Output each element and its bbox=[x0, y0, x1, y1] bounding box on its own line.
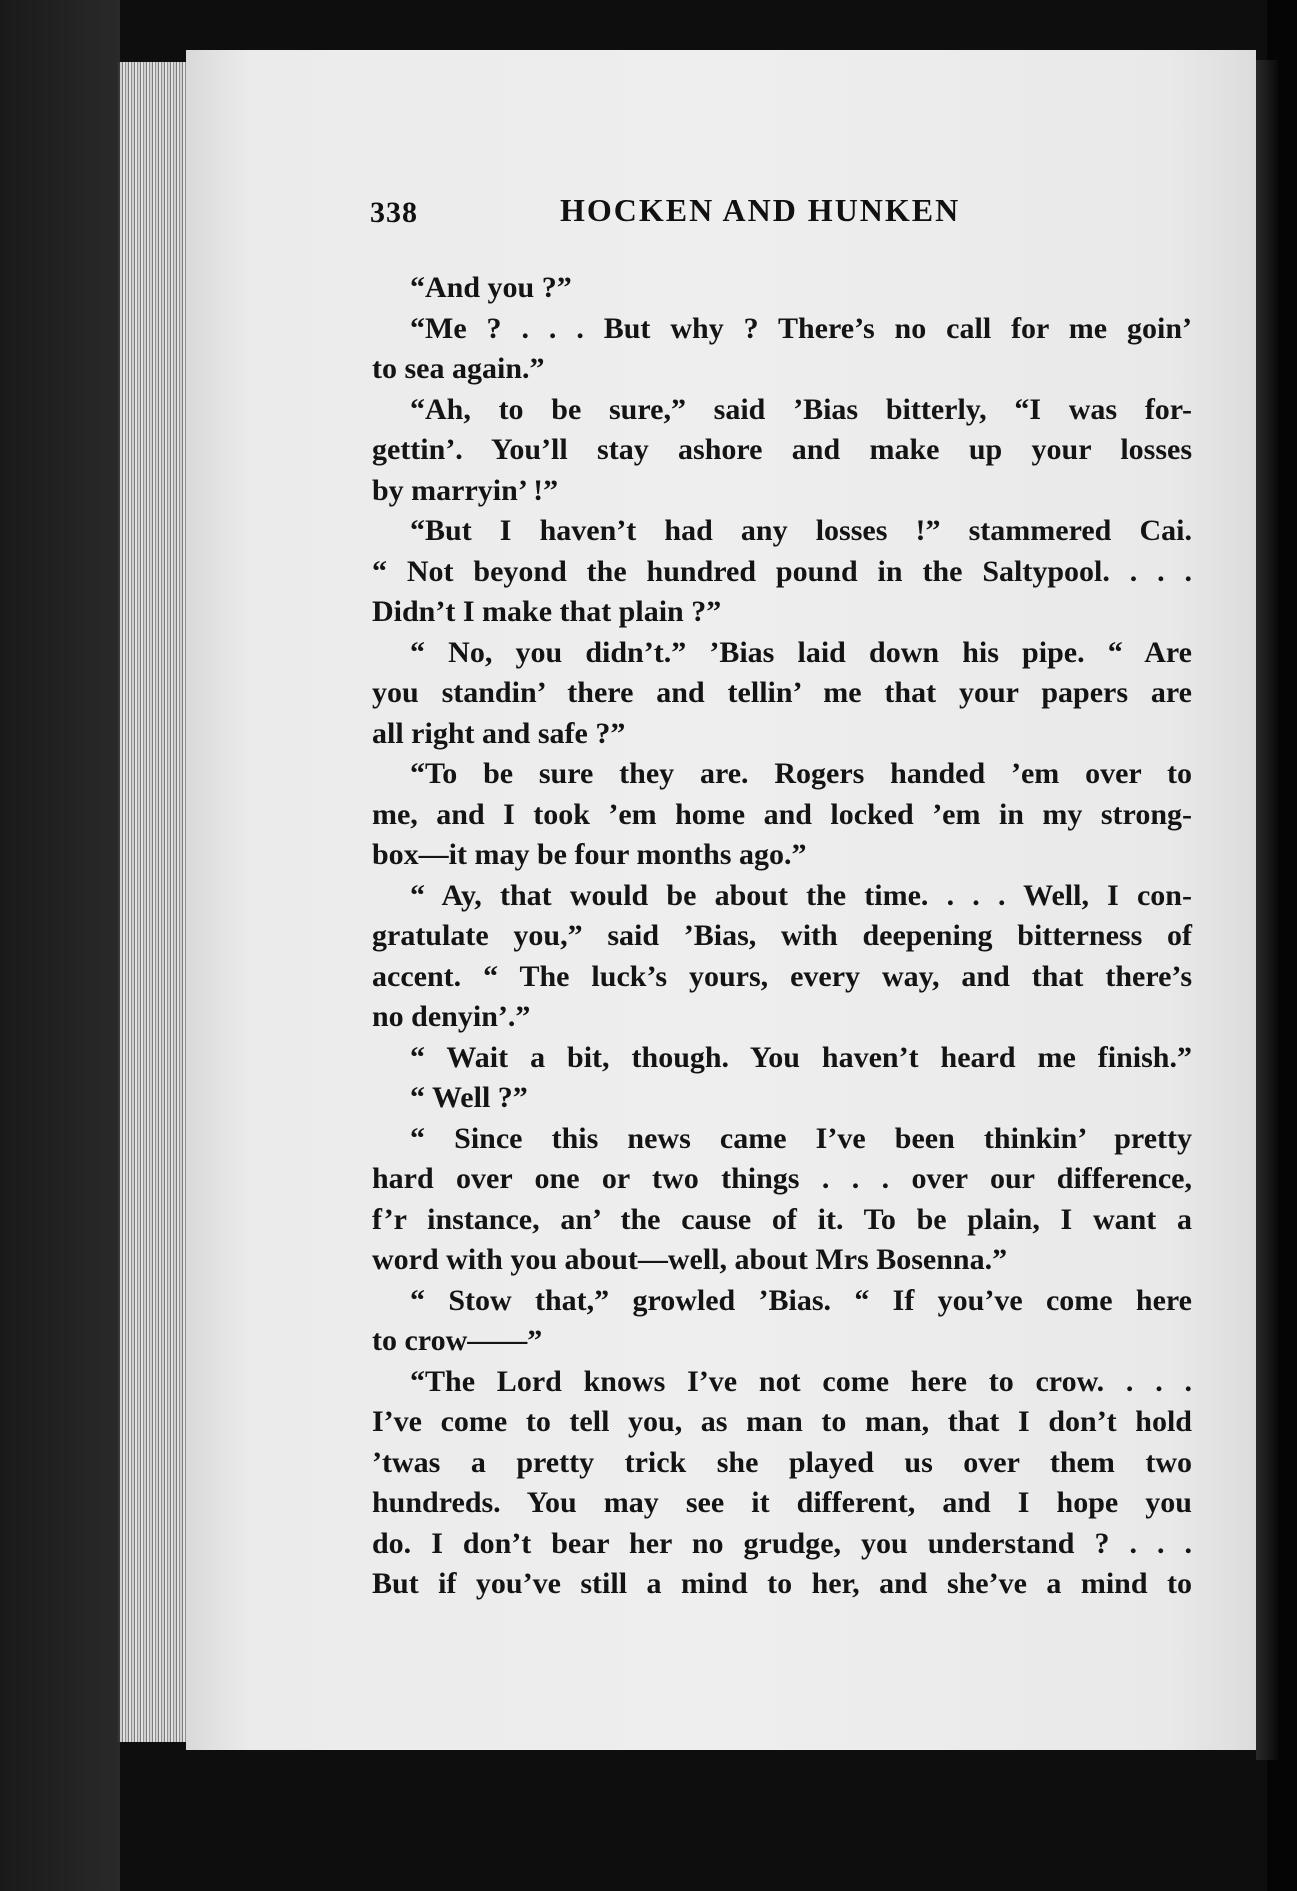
text-line: gratulate you,” said ’Bias, with deepening bitterness of bbox=[372, 919, 1192, 952]
text-line: “To be sure they are. Rogers handed ’em over to bbox=[410, 757, 1192, 790]
text-line: me, and I took ’em home and locked ’em in my strong- bbox=[372, 797, 1192, 831]
text-line: “ Ay, that would be about the time. . . . Well, I con- bbox=[410, 878, 1192, 912]
text-line: do. I don’t bear her no grudge, you understand ? . . . bbox=[372, 1526, 1192, 1560]
text-line: “ Wait a bit, though. You haven’t heard me finish.” bbox=[410, 1040, 1192, 1074]
text-line: hundreds. You may see it different, and I hope you bbox=[372, 1486, 1192, 1519]
text-line: “Ah, to be sure,” said ’Bias bitterly, “I was for- bbox=[410, 392, 1192, 426]
text-line: “ Not beyond the hundred pound in the Saltypool. . . . bbox=[372, 554, 1192, 588]
text-line: Didn’t I make that plain ?” bbox=[372, 595, 722, 628]
text-line: you standin’ there and tellin’ me that your papers are bbox=[372, 676, 1192, 709]
text-line: gettin’. You’ll stay ashore and make up your losses bbox=[372, 433, 1192, 466]
text-line: word with you about—well, about Mrs Bosenna.” bbox=[372, 1243, 1008, 1276]
text-line: But if you’ve still a mind to her, and she’ve a mind to bbox=[372, 1567, 1192, 1600]
text-line: “ Since this news came I’ve been thinkin’ pretty bbox=[410, 1121, 1192, 1155]
running-title: HOCKEN AND HUNKEN bbox=[560, 192, 961, 228]
text-line: I’ve come to tell you, as man to man, that I don’t hold bbox=[372, 1405, 1192, 1438]
text-line: “ Stow that,” growled ’Bias. “ If you’ve come here bbox=[410, 1283, 1192, 1317]
facing-page-edge bbox=[1256, 60, 1278, 1760]
text-line: “And you ?” bbox=[410, 271, 572, 304]
text-line: “Me ? . . . But why ? There’s no call for me goin’ bbox=[410, 311, 1192, 345]
text-line: to sea again.” bbox=[372, 352, 545, 385]
text-line: “The Lord knows I’ve not come here to crow. . . . bbox=[410, 1364, 1192, 1398]
text-line: f’r instance, an’ the cause of it. To be plain, I want a bbox=[372, 1202, 1192, 1236]
body-text bbox=[372, 268, 1192, 1605]
text-line: box—it may be four months ago.” bbox=[372, 838, 807, 871]
text-line: accent. “ The luck’s yours, every way, and that there’s bbox=[372, 959, 1192, 993]
book-page-edges bbox=[118, 62, 190, 1742]
running-head bbox=[370, 192, 1010, 242]
text-line: ’twas a pretty trick she played us over them two bbox=[372, 1445, 1192, 1479]
text-line: all right and safe ?” bbox=[372, 716, 626, 750]
text-line: “ No, you didn’t.” ’Bias laid down his pipe. “ Are bbox=[410, 635, 1192, 669]
text-line: no denyin’.” bbox=[372, 1000, 531, 1033]
text-line: “ Well ?” bbox=[410, 1081, 528, 1114]
scanner-background-left bbox=[0, 0, 120, 1891]
text-line: “But I haven’t had any losses !” stammered Cai. bbox=[410, 514, 1192, 547]
page-number: 338 bbox=[370, 196, 418, 229]
text-line: by marryin’ !” bbox=[372, 473, 559, 507]
text-line: to crow——” bbox=[372, 1324, 543, 1357]
text-line: hard over one or two things . . . over our difference, bbox=[372, 1162, 1192, 1195]
